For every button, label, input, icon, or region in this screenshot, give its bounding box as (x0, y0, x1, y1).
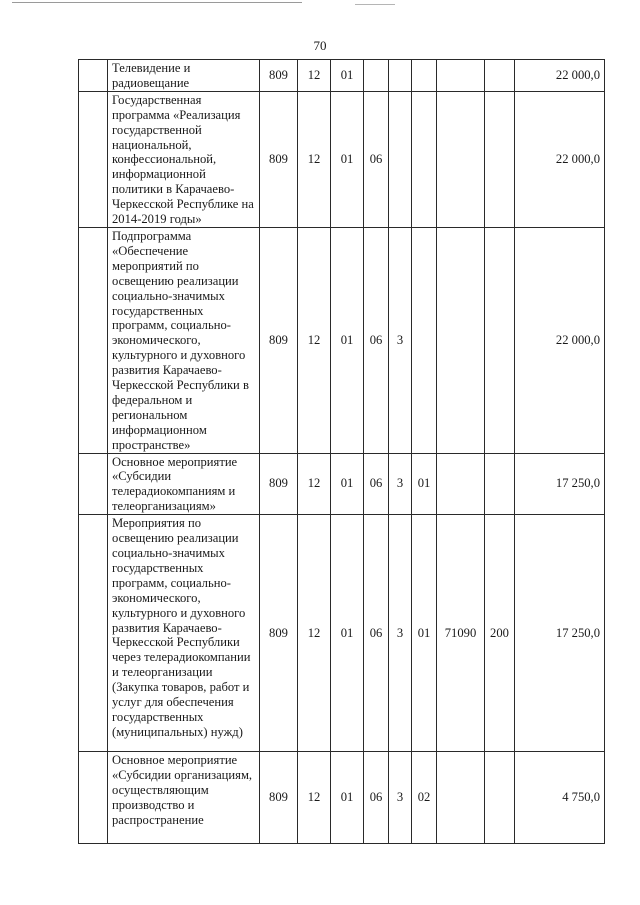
code-cell (485, 227, 515, 453)
code-cell (437, 227, 485, 453)
code-cell: 200 (485, 515, 515, 752)
code-cell (485, 60, 515, 92)
code-cell (485, 752, 515, 844)
code-cell: 12 (298, 515, 331, 752)
scan-edge-mark (355, 4, 395, 5)
code-cell: 809 (260, 752, 298, 844)
item-name: Мероприятия по освещению реализации социально-значимых государственных программ, социально-экономического, культурного и духовного развития Карачаево-Черкесской Республики через телерадиокомпании и телеорганизации (Закупка товаров, работ и услуг для обеспечения государственных (муниципальных) нужд) (108, 515, 260, 752)
code-cell: 809 (260, 453, 298, 515)
code-cell (437, 91, 485, 227)
code-cell (412, 91, 437, 227)
scan-edge-line (12, 2, 302, 3)
code-cell: 06 (364, 515, 389, 752)
code-cell: 3 (389, 515, 412, 752)
code-cell: 01 (331, 91, 364, 227)
amount-cell: 17 250,0 (515, 515, 605, 752)
amount-cell: 22 000,0 (515, 227, 605, 453)
code-cell: 01 (331, 453, 364, 515)
code-cell: 3 (389, 227, 412, 453)
blank-cell (79, 752, 108, 844)
code-cell: 06 (364, 453, 389, 515)
item-name: Телевидение и радиовещание (108, 60, 260, 92)
amount-cell: 4 750,0 (515, 752, 605, 844)
amount-cell: 22 000,0 (515, 60, 605, 92)
code-cell (437, 60, 485, 92)
blank-cell (79, 60, 108, 92)
code-cell: 01 (331, 227, 364, 453)
code-cell (412, 60, 437, 92)
table-row (79, 227, 605, 453)
code-cell: 12 (298, 752, 331, 844)
table-row (79, 91, 605, 227)
blank-cell (79, 227, 108, 453)
code-cell: 809 (260, 60, 298, 92)
code-cell: 01 (412, 453, 437, 515)
code-cell: 809 (260, 515, 298, 752)
item-name: Основное мероприятие «Субсидии телерадиокомпаниям и телеорганизациям» (108, 453, 260, 515)
code-cell: 71090 (437, 515, 485, 752)
code-cell (485, 91, 515, 227)
code-cell: 12 (298, 453, 331, 515)
table-row (79, 60, 605, 92)
code-cell: 12 (298, 91, 331, 227)
code-cell: 3 (389, 752, 412, 844)
code-cell: 01 (331, 515, 364, 752)
code-cell (389, 60, 412, 92)
code-cell: 12 (298, 60, 331, 92)
table-row (79, 752, 605, 844)
code-cell: 01 (331, 752, 364, 844)
code-cell: 3 (389, 453, 412, 515)
code-cell: 06 (364, 91, 389, 227)
code-cell (437, 752, 485, 844)
blank-cell (79, 91, 108, 227)
code-cell: 12 (298, 227, 331, 453)
code-cell (437, 453, 485, 515)
amount-cell: 22 000,0 (515, 91, 605, 227)
code-cell: 02 (412, 752, 437, 844)
code-cell: 06 (364, 752, 389, 844)
code-cell: 809 (260, 227, 298, 453)
code-cell (485, 453, 515, 515)
code-cell: 01 (331, 60, 364, 92)
blank-cell (79, 515, 108, 752)
budget-table-body (79, 60, 605, 844)
code-cell (412, 227, 437, 453)
item-name: Основное мероприятие «Субсидии организациям, осуществляющим производство и распространение (108, 752, 260, 844)
code-cell (389, 91, 412, 227)
table-row (79, 453, 605, 515)
blank-cell (79, 453, 108, 515)
code-cell (364, 60, 389, 92)
item-name: Государственная программа «Реализация государственной национальной, конфессиональной, информационной политики в Карачаево-Черкесской Республике на 2014-2019 годы» (108, 91, 260, 227)
code-cell: 01 (412, 515, 437, 752)
code-cell: 809 (260, 91, 298, 227)
page-number: 70 (313, 38, 327, 53)
item-name: Подпрограмма «Обеспечение мероприятий по освещению реализации социально-значимых государственных программ, социально-экономического, культурного и духовного развития Карачаево-Черкесской Республики в федеральном и региональном информационном пространстве» (108, 227, 260, 453)
code-cell: 06 (364, 227, 389, 453)
table-row (79, 515, 605, 752)
budget-table (78, 59, 605, 844)
amount-cell: 17 250,0 (515, 453, 605, 515)
